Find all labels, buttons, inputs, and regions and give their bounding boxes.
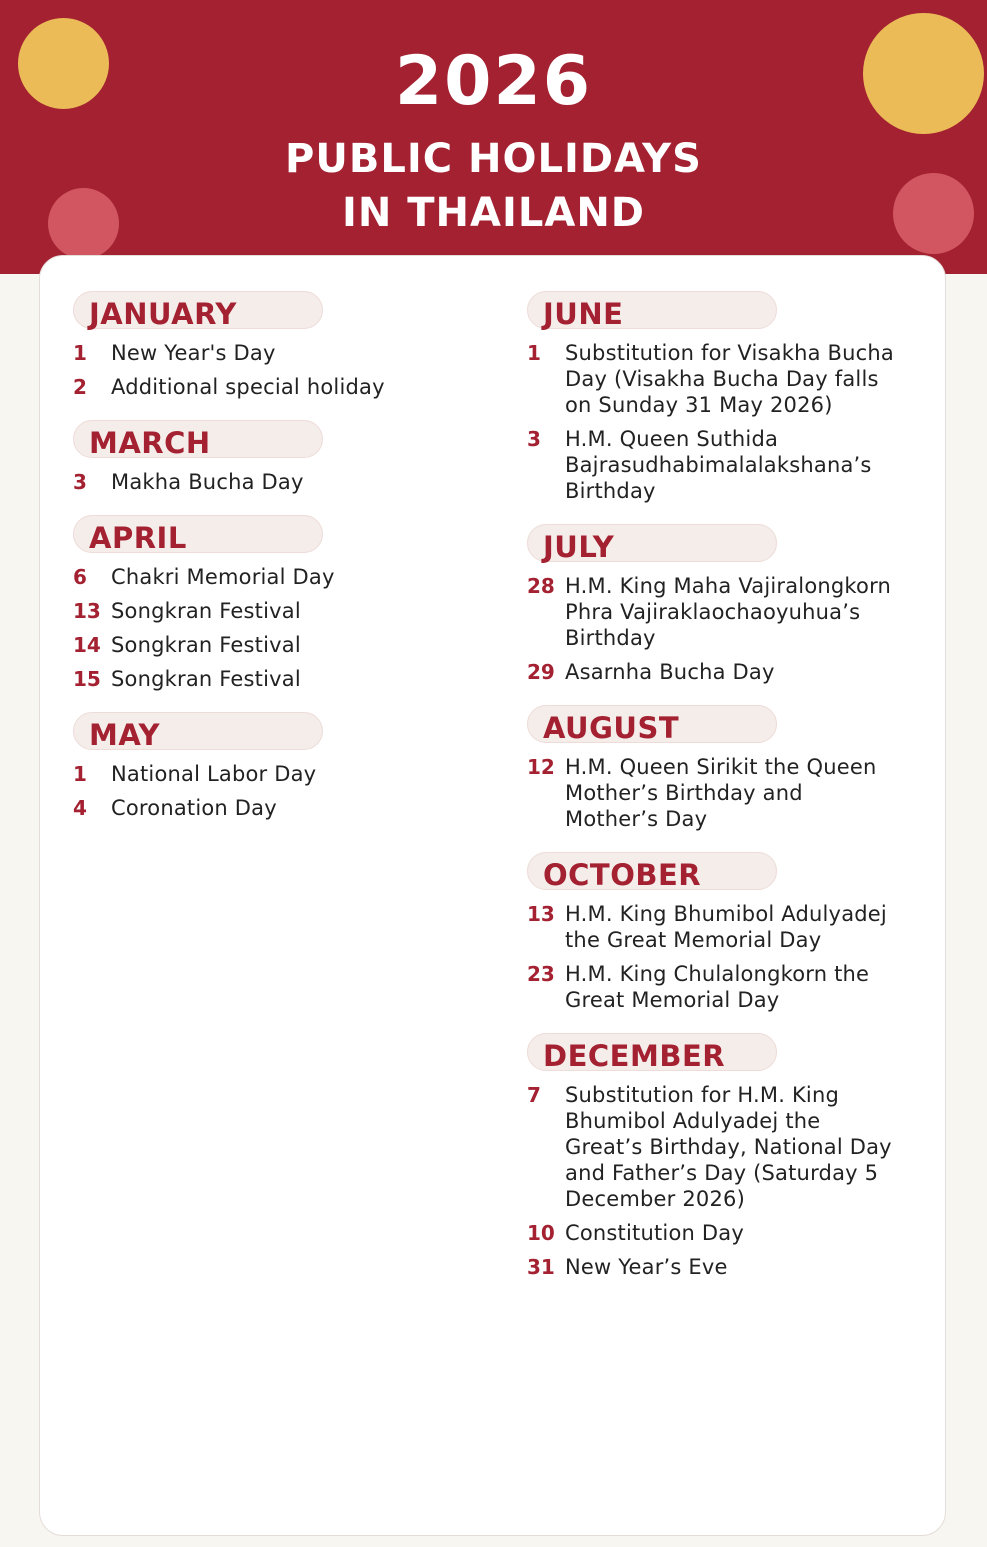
- month-header: [527, 852, 777, 890]
- holiday-day: 14: [73, 633, 101, 657]
- holiday-name: Songkran Festival: [111, 667, 301, 691]
- holiday-list: [527, 340, 902, 504]
- holiday-item: [73, 795, 473, 821]
- holiday-day: 10: [527, 1221, 555, 1245]
- holiday-name: National Labor Day: [111, 762, 317, 786]
- month-header: [73, 712, 323, 750]
- holiday-item: [73, 761, 473, 787]
- holiday-day: 1: [527, 341, 541, 365]
- month-label: OCTOBER: [543, 858, 702, 892]
- holiday-item: [73, 564, 473, 590]
- title-line-1: PUBLIC HOLIDAYS: [285, 136, 702, 182]
- year-title: 2026: [394, 42, 593, 121]
- holiday-day: 1: [73, 341, 87, 365]
- month-label: JULY: [543, 530, 615, 564]
- left-column: [73, 291, 473, 841]
- holiday-name: New Year's Day: [111, 341, 276, 365]
- holiday-day: 23: [527, 962, 555, 986]
- holiday-item: [527, 754, 902, 832]
- holiday-item: [527, 573, 902, 651]
- holiday-list: [73, 469, 473, 495]
- holiday-name: Constitution Day: [565, 1221, 744, 1245]
- page-title: [0, 132, 987, 240]
- holiday-name: H.M. King Maha Vajiralongkorn Phra Vajiraklaochaoyuhua’s Birthday: [565, 574, 892, 650]
- month-header: [73, 291, 323, 329]
- holiday-name: H.M. King Bhumibol Adulyadej the Great Memorial Day: [565, 902, 887, 952]
- holiday-list: [73, 564, 473, 692]
- month-header: [527, 705, 777, 743]
- holiday-day: 3: [73, 470, 87, 494]
- holiday-card: [39, 255, 946, 1536]
- holiday-item: [527, 659, 902, 685]
- holiday-item: [527, 901, 902, 953]
- month-header: [527, 1033, 777, 1071]
- holiday-day: 12: [527, 755, 555, 779]
- right-column: [527, 291, 902, 1300]
- holiday-day: 13: [73, 599, 101, 623]
- holiday-item: [527, 340, 902, 418]
- holiday-list: [527, 901, 902, 1013]
- holiday-list: [73, 340, 473, 400]
- month-header: [73, 420, 323, 458]
- month-section-december: [527, 1033, 902, 1280]
- month-label: JANUARY: [89, 297, 237, 331]
- holiday-name: Asarnha Bucha Day: [565, 660, 775, 684]
- holiday-name: Additional special holiday: [111, 375, 385, 399]
- holiday-day: 3: [527, 427, 541, 451]
- month-label: DECEMBER: [543, 1039, 726, 1073]
- holiday-day: 2: [73, 375, 87, 399]
- holiday-list: [527, 573, 902, 685]
- holiday-list: [527, 754, 902, 832]
- month-header: [73, 515, 323, 553]
- holiday-day: 6: [73, 565, 87, 589]
- holiday-name: Substitution for Visakha Bucha Day (Visakha Bucha Day falls on Sunday 31 May 2026): [565, 341, 894, 417]
- holiday-list: [527, 1082, 902, 1280]
- title-line-2: IN THAILAND: [341, 190, 645, 236]
- holiday-item: [73, 340, 473, 366]
- holiday-name: New Year’s Eve: [565, 1255, 728, 1279]
- holiday-item: [527, 961, 902, 1013]
- month-section-january: [73, 291, 473, 400]
- holiday-day: 7: [527, 1083, 541, 1107]
- holiday-name: Coronation Day: [111, 796, 277, 820]
- month-section-april: [73, 515, 473, 692]
- holiday-name: Songkran Festival: [111, 633, 301, 657]
- holiday-name: Chakri Memorial Day: [111, 565, 335, 589]
- holiday-item: [73, 598, 473, 624]
- month-label: APRIL: [89, 521, 187, 555]
- holiday-name: Makha Bucha Day: [111, 470, 304, 494]
- month-section-july: [527, 524, 902, 685]
- month-header: [527, 291, 777, 329]
- holiday-day: 13: [527, 902, 555, 926]
- holiday-item: [527, 426, 902, 504]
- month-section-october: [527, 852, 902, 1013]
- holiday-item: [73, 632, 473, 658]
- holiday-name: Substitution for H.M. King Bhumibol Adulyadej the Great’s Birthday, National Day and Father’s Day (Saturday 5 December 2026): [565, 1083, 892, 1211]
- month-label: MARCH: [89, 426, 211, 460]
- month-section-august: [527, 705, 902, 832]
- header-banner: [0, 0, 987, 274]
- month-label: JUNE: [543, 297, 624, 331]
- holiday-list: [73, 761, 473, 821]
- month-header: [527, 524, 777, 562]
- month-section-may: [73, 712, 473, 821]
- holiday-name: H.M. Queen Suthida Bajrasudhabimalalakshana’s Birthday: [565, 427, 872, 503]
- holiday-item: [527, 1254, 902, 1280]
- holiday-name: H.M. King Chulalongkorn the Great Memorial Day: [565, 962, 870, 1012]
- month-section-june: [527, 291, 902, 504]
- holiday-item: [527, 1082, 902, 1212]
- holiday-item: [73, 374, 473, 400]
- holiday-item: [73, 469, 473, 495]
- holiday-day: 4: [73, 796, 87, 820]
- holiday-item: [73, 666, 473, 692]
- holiday-day: 15: [73, 667, 101, 691]
- holiday-name: Songkran Festival: [111, 599, 301, 623]
- holiday-day: 29: [527, 660, 555, 684]
- holiday-name: H.M. Queen Sirikit the Queen Mother’s Birthday and Mother’s Day: [565, 755, 877, 831]
- holiday-day: 1: [73, 762, 87, 786]
- month-section-march: [73, 420, 473, 495]
- month-label: MAY: [89, 718, 161, 752]
- holiday-item: [527, 1220, 902, 1246]
- holiday-day: 31: [527, 1255, 555, 1279]
- holiday-day: 28: [527, 574, 555, 598]
- month-label: AUGUST: [543, 711, 680, 745]
